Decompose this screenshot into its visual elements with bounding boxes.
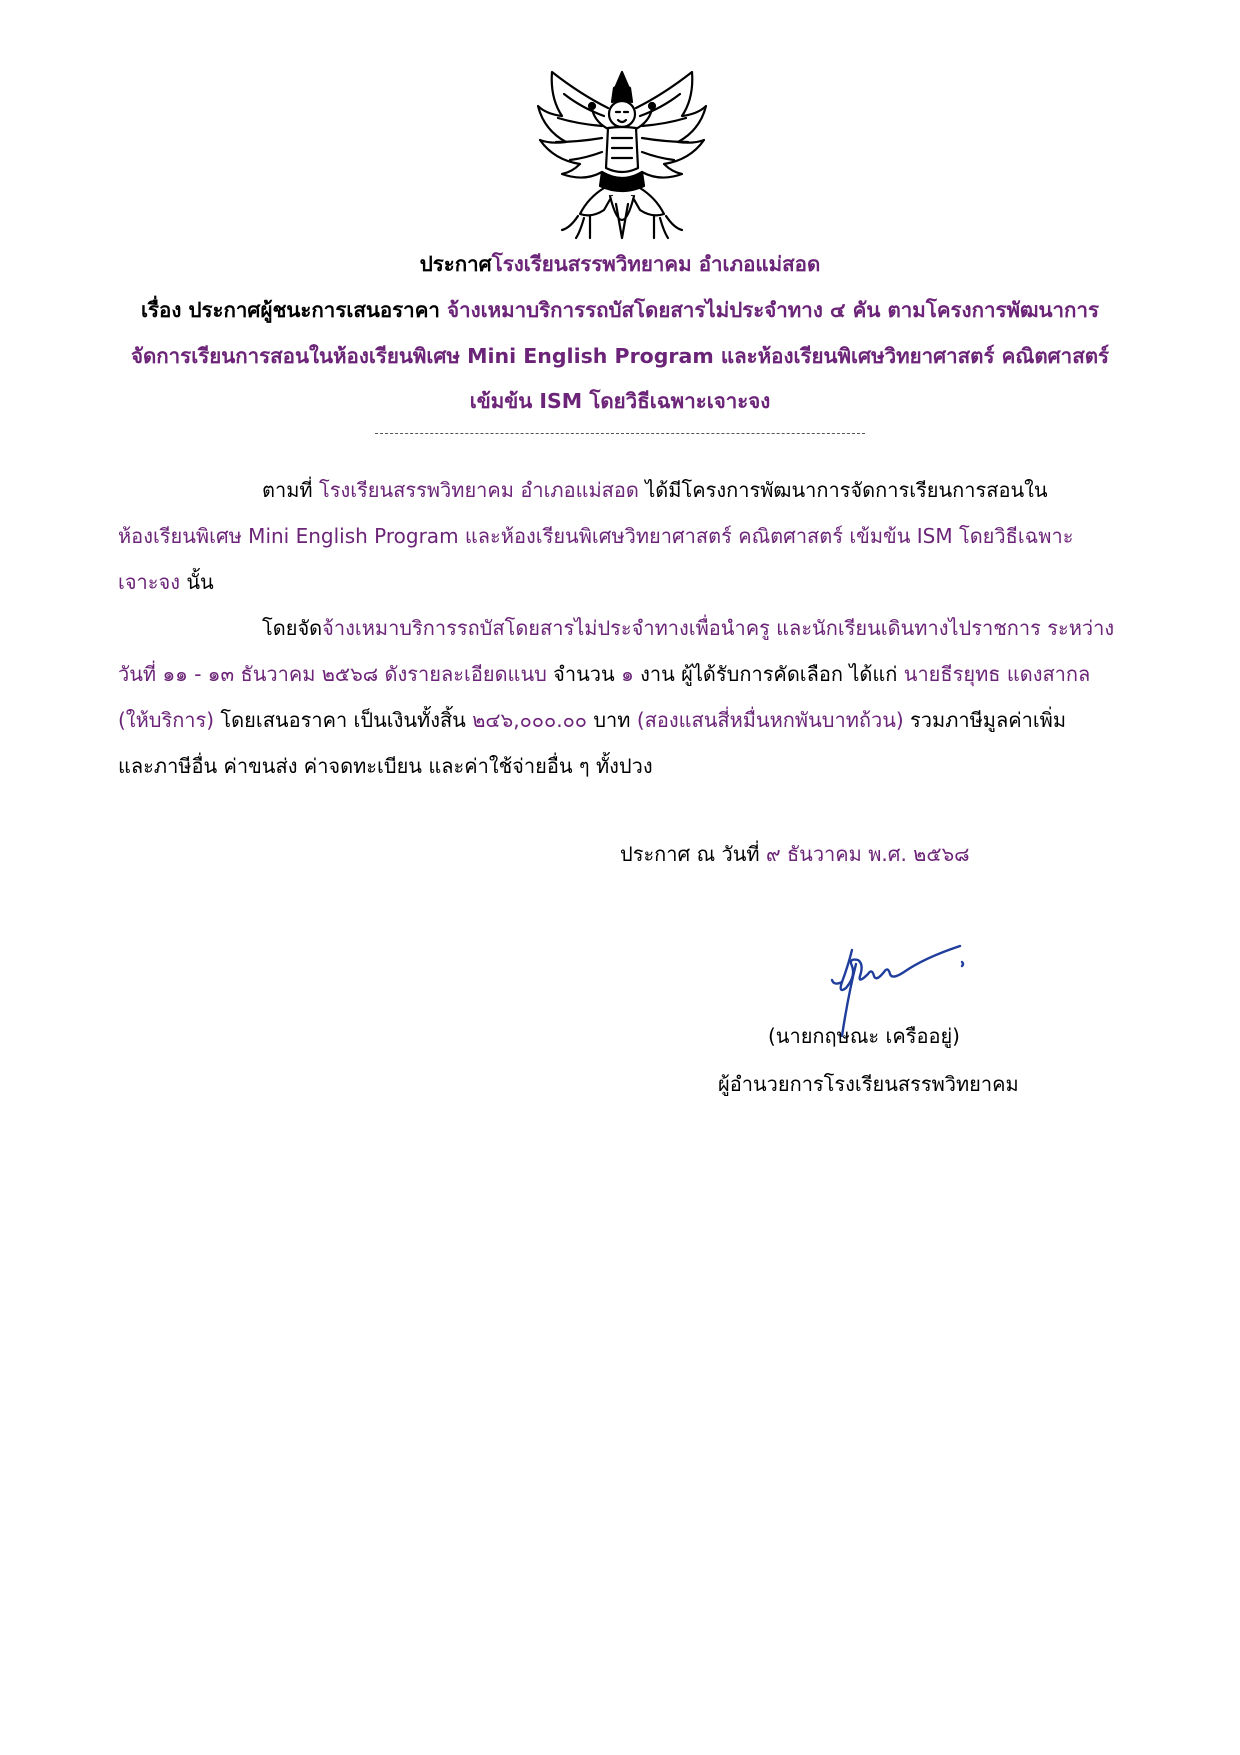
- service-dates: วันที่ ๑๑ - ๑๓ ธันวาคม ๒๕๖๘ ดังรายละเอียดแนบ: [118, 662, 547, 686]
- body-line: และภาษีอื่น ค่าขนส่ง ค่าจดทะเบียน และค่าใช้จ่ายอื่น ๆ ทั้งปวง: [118, 754, 653, 778]
- signatory-title: ผู้อำนวยการโรงเรียนสรรพวิทยาคม: [718, 1072, 1019, 1096]
- signatory-name: (นายกฤษณะ เครืออยู่): [768, 1024, 960, 1048]
- body-line: [262, 474, 1048, 506]
- amount-in-words: (สองแสนสี่หมื่นหกพันบาทถ้วน): [636, 708, 904, 732]
- text: รวมภาษีมูลค่าเพิ่ม: [903, 708, 1067, 732]
- vendor-name: นายธีรยุทธ แดงสากล: [903, 662, 1091, 686]
- subject-line-3: เข้มข้น ISM โดยวิธีเฉพาะเจาะจง: [469, 389, 771, 413]
- text: ตามที่: [262, 478, 319, 502]
- text: บาท: [586, 708, 637, 732]
- subject-line-1: [0, 294, 1240, 327]
- text: นั้น: [180, 570, 214, 594]
- vendor-role: (ให้บริการ): [118, 708, 215, 732]
- body-line: [118, 704, 1066, 736]
- subject-label: เรื่อง ประกาศผู้ชนะการเสนอราคา: [141, 298, 448, 322]
- announcement-title: [0, 248, 1240, 281]
- announcement-date: [620, 838, 970, 870]
- subject-text-1: จ้างเหมาบริการรถบัสโดยสารไม่ประจำทาง ๔ คัน ตามโครงการพัฒนาการ: [447, 298, 1099, 322]
- subject-line-2: จัดการเรียนการสอนในห้องเรียนพิเศษ Mini English Program และห้องเรียนพิเศษวิทยาศาสตร์ คณิตศาสตร์: [130, 344, 1110, 368]
- text: โดยเสนอราคา เป็นเงินทั้งสิ้น: [214, 708, 473, 732]
- text: ได้มีโครงการพัฒนาการจัดการเรียนการสอนใน: [638, 478, 1048, 502]
- body-line: [118, 658, 1090, 690]
- date-prefix: ประกาศ ณ วันที่: [620, 842, 766, 866]
- quantity: ๑: [621, 662, 634, 686]
- text: งาน ผู้ได้รับการคัดเลือก ได้แก่: [633, 662, 904, 686]
- announce-prefix: ประกาศ: [419, 252, 492, 276]
- text: จำนวน: [546, 662, 622, 686]
- body-line: [118, 566, 214, 598]
- announce-school: โรงเรียนสรรพวิทยาคม อำเภอแม่สอด: [491, 252, 821, 276]
- garuda-emblem-icon: [532, 68, 712, 246]
- service-description: จ้างเหมาบริการรถบัสโดยสารไม่ประจำทางเพื่อนำครู และนักเรียนเดินทางไปราชการ ระหว่าง: [322, 616, 1115, 640]
- date-value: ๙ ธันวาคม พ.ศ. ๒๕๖๘: [765, 842, 970, 866]
- body-line: ห้องเรียนพิเศษ Mini English Program และห้องเรียนพิเศษวิทยาศาสตร์ คณิตศาสตร์ เข้มข้น ISM โดยวิธีเฉพาะ: [118, 524, 1074, 548]
- text: โดยจัด: [262, 616, 323, 640]
- body-line: [262, 612, 1114, 644]
- school-name: โรงเรียนสรรพวิทยาคม อำเภอแม่สอด: [318, 478, 639, 502]
- text: เจาะจง: [118, 570, 181, 594]
- amount: ๒๔๖,๐๐๐.๐๐: [472, 708, 587, 732]
- separator-line: [375, 433, 865, 434]
